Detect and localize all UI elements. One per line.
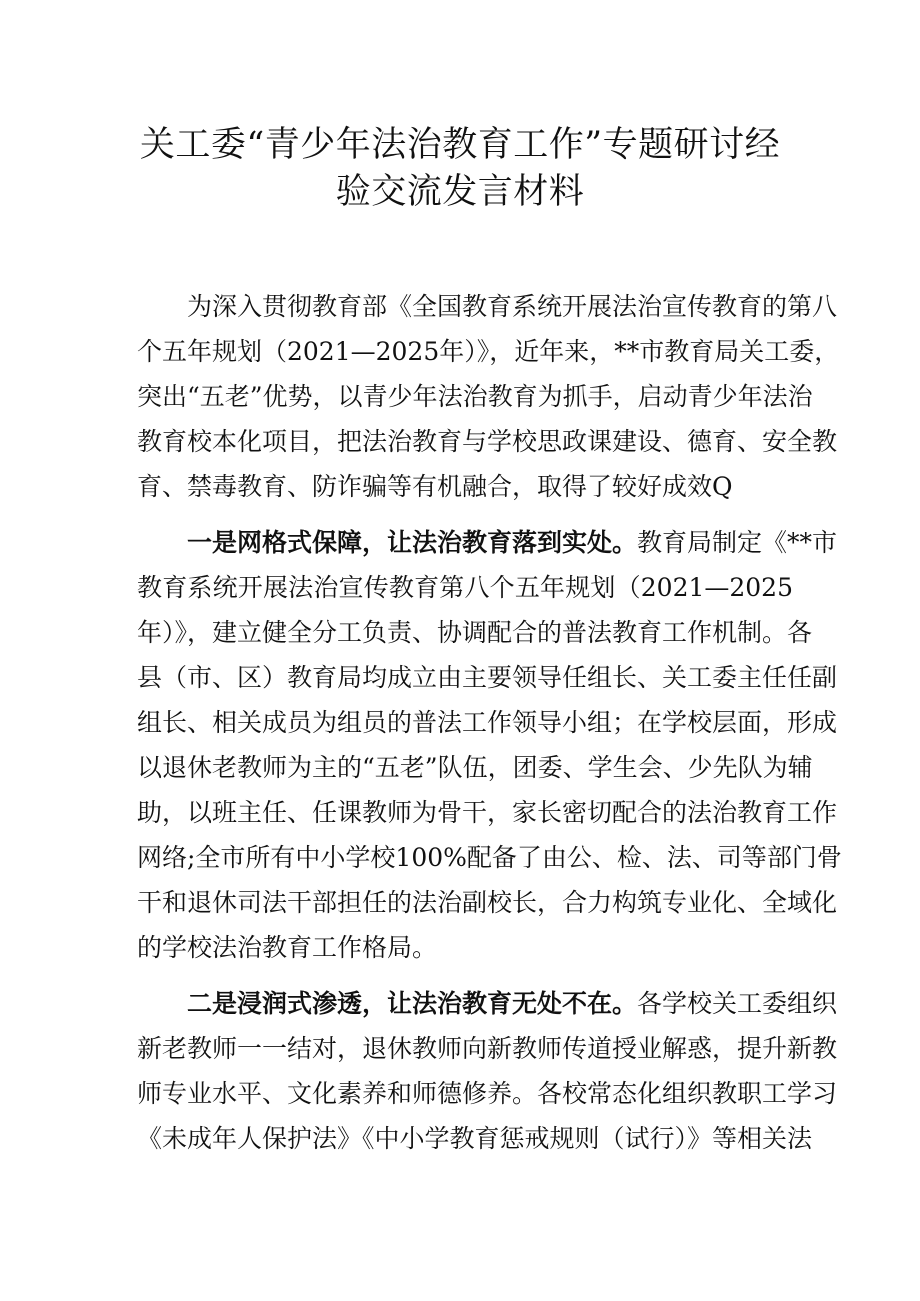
paragraph-2-line-7: 助，以班主任、任课教师为骨干，家长密切配合的法治教育工作 — [137, 798, 838, 827]
paragraph-3-line-1-rest: 各学校关工委组织 — [637, 989, 838, 1018]
paragraph-2-line-4: 县（市、区）教育局均成立由主要领导任组长、关工委主任任副 — [137, 663, 838, 692]
document-title-line-1: 关工委“青少年法治教育工作”专题研讨经 — [139, 125, 781, 165]
paragraph-2-line-1 — [187, 521, 838, 565]
document-title-line-2: 验交流发言材料 — [335, 172, 585, 212]
paragraph-2-line-10: 的学校法治教育工作格局。 — [137, 933, 438, 962]
paragraph-2-line-9: 干和退休司法干部担任的法治副校长，合力构筑专业化、全域化 — [137, 888, 838, 917]
paragraph-2-line-1-rest: 教育局制定《**市 — [637, 528, 838, 557]
paragraph-2-line-5: 组长、相关成员为组员的普法工作领导小组；在学校层面，形成 — [137, 708, 838, 737]
paragraph-3-line-2: 新老教师一一结对，退休教师向新教师传道授业解惑，提升新教 — [137, 1034, 838, 1063]
paragraph-1-line-2: 个五年规划（2021—2025年）》，近年来，**市教育局关工委， — [137, 337, 840, 366]
paragraph-1-line-4: 教育校本化项目，把法治教育与学校思政课建设、德育、安全教 — [137, 427, 838, 456]
paragraph-2-line-3: 年）》，建立健全分工负责、协调配合的普法教育工作机制。各 — [137, 618, 813, 647]
paragraph-3-line-1 — [187, 982, 838, 1026]
paragraph-3-line-3: 师专业水平、文化素养和师德修养。各校常态化组织教职工学习 — [137, 1079, 838, 1108]
paragraph-1-line-3: 突出“五老”优势，以青少年法治教育为抓手，启动青少年法治 — [137, 382, 813, 411]
paragraph-3-line-4: 《未成年人保护法》《中小学教育惩戒规则（试行）》等相关法 — [137, 1124, 813, 1153]
paragraph-2-line-6: 以退休老教师为主的“五老”队伍，团委、学生会、少先队为辅 — [137, 753, 813, 782]
paragraph-1-line-1: 为深入贯彻教育部《全国教育系统开展法治宣传教育的第八 — [187, 292, 838, 321]
paragraph-2-line-8: 网络;全市所有中小学校100%配备了由公、检、法、司等部门骨 — [137, 843, 842, 872]
paragraph-1-line-5: 育、禁毒教育、防诈骗等有机融合，取得了较好成效Q — [137, 472, 733, 501]
paragraph-3-heading: 二是浸润式渗透，让法治教育无处不在。 — [187, 989, 638, 1018]
paragraph-2-heading: 一是网格式保障，让法治教育落到实处。 — [187, 528, 638, 557]
paragraph-2-line-2: 教育系统开展法治宣传教育第八个五年规划（2021—2025 — [137, 573, 793, 602]
